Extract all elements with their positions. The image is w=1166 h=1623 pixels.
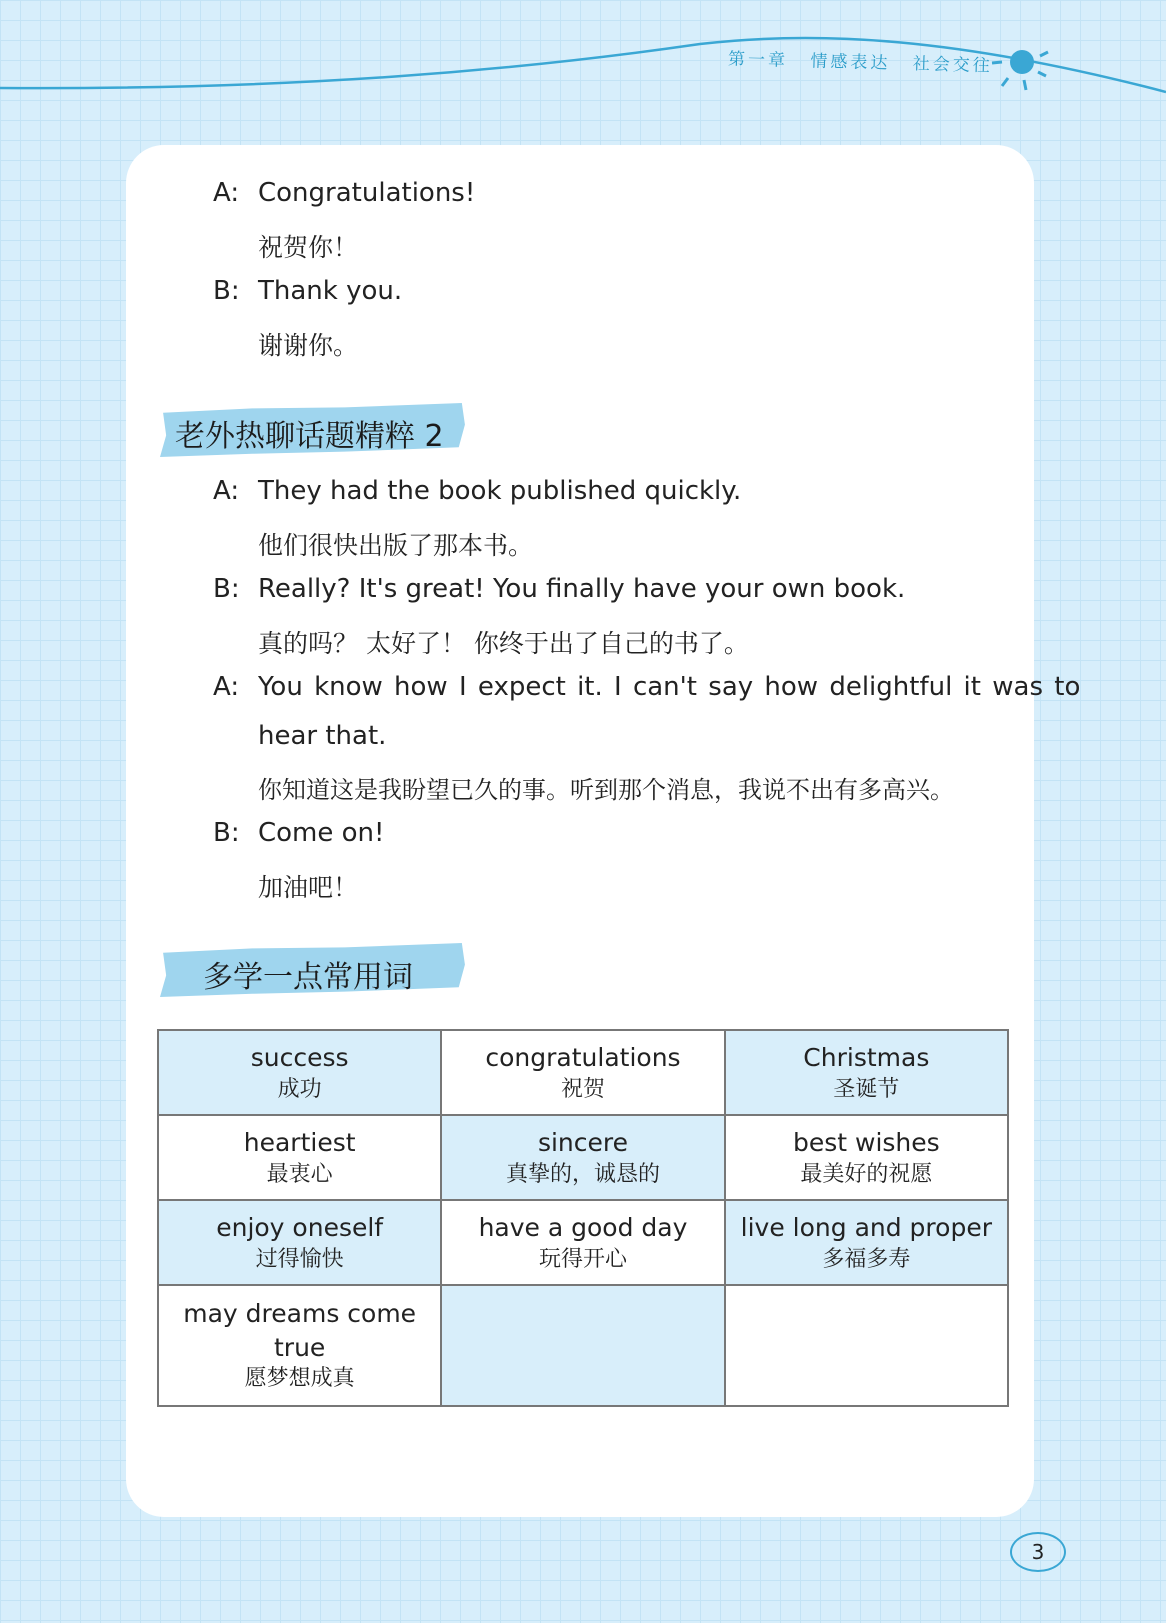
- english-line: Congratulations!: [258, 178, 476, 208]
- vocab-cell: [725, 1115, 1008, 1200]
- speaker-label: A:: [213, 672, 240, 702]
- vocab-chinese: 最美好的祝愿: [800, 1161, 933, 1187]
- chinese-line: 真的吗？ 太好了！ 你终于出了自己的书了。: [258, 629, 749, 658]
- vocab-cell-empty: [441, 1285, 724, 1406]
- vocab-chinese: 过得愉快: [255, 1246, 344, 1272]
- speaker-label: A:: [213, 476, 240, 506]
- table-row: [158, 1200, 1008, 1285]
- chinese-line: 你知道这是我盼望已久的事。听到那个消息，我说不出有多高兴。: [258, 776, 954, 804]
- section-title: 老外热聊话题精粹 2: [175, 419, 444, 454]
- vocab-cell-empty: [725, 1285, 1008, 1406]
- chinese-line: 谢谢你。: [258, 331, 359, 360]
- speaker-label: A:: [213, 178, 240, 208]
- english-line: They had the book published quickly.: [258, 476, 742, 506]
- vocab-chinese: 愿梦想成真: [244, 1366, 355, 1392]
- chapter-number: 第一章: [727, 49, 789, 71]
- english-line: hear that.: [258, 721, 387, 751]
- vocab-english: heartiest: [243, 1127, 356, 1157]
- vocabulary-table: [157, 1029, 1009, 1407]
- table-row: [158, 1030, 1008, 1115]
- vocab-english: Christmas: [803, 1042, 930, 1072]
- vocab-chinese: 成功: [277, 1076, 322, 1102]
- table-row: [158, 1115, 1008, 1200]
- vocab-cell: [158, 1285, 441, 1406]
- chinese-line: 祝贺你！: [258, 233, 359, 262]
- english-line: You know how I expect it. I can't say how delightful it was to: [258, 672, 1081, 702]
- chinese-line: 他们很快出版了那本书。: [258, 531, 534, 560]
- sun-icon: [1010, 50, 1034, 74]
- vocab-english: sincere: [537, 1127, 629, 1157]
- vocab-cell: [158, 1200, 441, 1285]
- vocab-english: live long and proper: [740, 1212, 992, 1242]
- speaker-label: B:: [213, 574, 240, 604]
- vocab-english: may dreams come true: [183, 1298, 417, 1362]
- vocab-english: enjoy oneself: [216, 1212, 384, 1242]
- speaker-label: B:: [213, 818, 240, 848]
- table-row: [158, 1285, 1008, 1406]
- vocab-chinese: 玩得开心: [538, 1246, 627, 1272]
- vocab-cell: [441, 1030, 724, 1115]
- chapter-section: 情感表达: [810, 51, 891, 74]
- vocab-chinese: 最衷心: [266, 1161, 333, 1187]
- vocab-cell: [725, 1030, 1008, 1115]
- vocab-english: best wishes: [792, 1127, 940, 1157]
- vocab-chinese: 多福多寿: [822, 1246, 911, 1272]
- vocab-english: success: [250, 1042, 349, 1072]
- vocab-chinese: 真挚的，诚恳的: [505, 1161, 660, 1187]
- vocab-cell: [158, 1115, 441, 1200]
- vocab-english: congratulations: [485, 1042, 681, 1072]
- english-line: Come on!: [258, 818, 385, 848]
- chinese-line: 加油吧！: [258, 873, 359, 902]
- english-line: Thank you.: [258, 276, 403, 306]
- speaker-label: B:: [213, 276, 240, 306]
- vocab-cell: [725, 1200, 1008, 1285]
- vocab-chinese: 祝贺: [560, 1076, 605, 1102]
- vocab-chinese: 圣诞节: [833, 1076, 900, 1102]
- vocab-english: have a good day: [478, 1212, 688, 1242]
- section-title: 多学一点常用词: [203, 960, 413, 995]
- vocab-cell: [441, 1115, 724, 1200]
- vocab-cell: [158, 1030, 441, 1115]
- chapter-subsection: 社会交往: [912, 54, 993, 77]
- english-line: Really? It's great! You finally have your own book.: [258, 574, 906, 604]
- vocab-cell: [441, 1200, 724, 1285]
- page-number: 3: [1010, 1532, 1066, 1572]
